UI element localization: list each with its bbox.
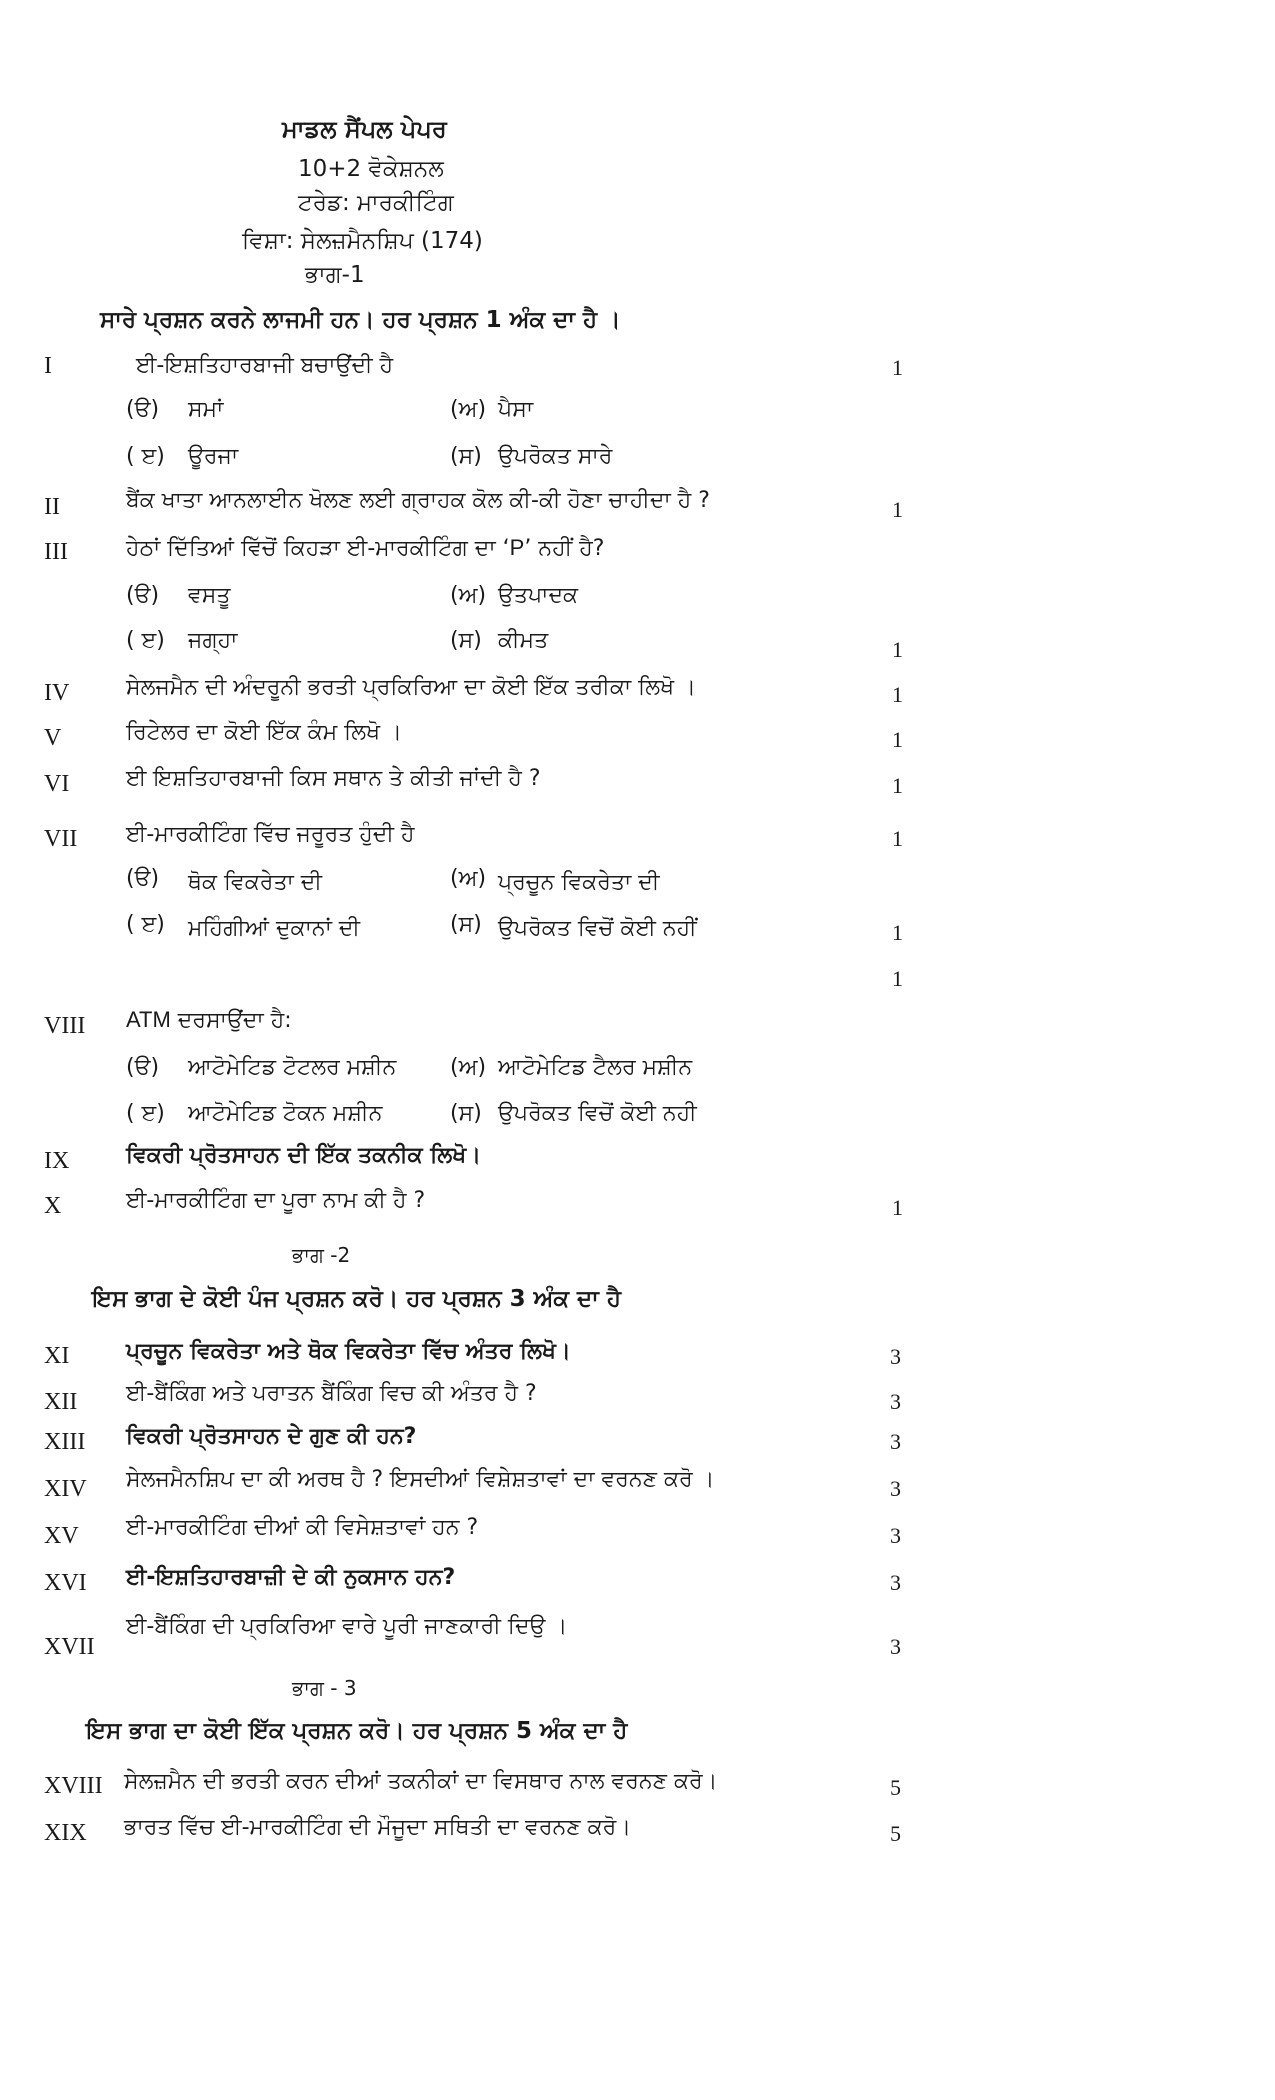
question-marks: 1	[892, 966, 903, 991]
option-text: ਕੀਮਤ	[498, 628, 549, 653]
question-text: ਭਾਰਤ ਵਿੱਚ ਈ-ਮਾਰਕੀਟਿੰਗ ਦੀ ਮੌਜੂਦਾ ਸਥਿਤੀ ਦਾ ਵਰਨਣ ਕਰੋ।	[124, 1815, 632, 1840]
question-number: XV	[44, 1523, 79, 1549]
question-number: XVI	[44, 1570, 87, 1596]
part-3-label: ਭਾਗ - 3	[292, 1676, 357, 1700]
part-1-instruction: ਸਾਰੇ ਪ੍ਰਸ਼ਨ ਕਰਨੇ ਲਾਜਮੀ ਹਨ। ਹਰ ਪ੍ਰਸ਼ਨ 1 ਅੰਕ ਦਾ ਹੈ ।	[100, 307, 621, 333]
question-number: IV	[44, 680, 70, 706]
part-2-instruction: ਇਸ ਭਾਗ ਦੇ ਕੋਈ ਪੰਜ ਪ੍ਰਸ਼ਨ ਕਰੋ। ਹਰ ਪ੍ਰਸ਼ਨ 3 ਅੰਕ ਦਾ ਹੈ	[92, 1286, 621, 1312]
question-number: VIII	[44, 1013, 86, 1039]
question-marks: 3	[890, 1523, 901, 1548]
part-1-label: ਭਾਗ-1	[305, 262, 365, 288]
question-number: III	[44, 539, 68, 565]
option-key: (ਸ)	[450, 444, 482, 469]
option-key: (ਅ)	[450, 1055, 487, 1080]
option-key: (ੳ)	[126, 866, 160, 891]
option-text: ਆਟੋਮੇਟਿਡ ਟੈਲਰ ਮਸ਼ੀਨ	[498, 1055, 693, 1080]
question-marks: 1	[892, 497, 903, 522]
question-text-part: ਹੇਠਾਂ ਦਿੱਤਿਆਂ ਵਿੱਚੋਂ ਕਿਹੜਾ ਈ-ਮਾਰਕੀਟਿੰਗ ਦਾ ‘	[126, 536, 510, 561]
paper-title: ਮਾਡਲ ਸੈਂਪਲ ਪੇਪਰ	[282, 115, 447, 143]
question-number: IX	[44, 1148, 70, 1174]
question-text: ਸੇਲਜਮੈਨਸ਼ਿਪ ਦਾ ਕੀ ਅਰਥ ਹੈ ? ਇਸਦੀਆਂ ਵਿਸ਼ੇਸ਼ਤਾਵਾਂ ਦਾ ਵਰਨਣ ਕਰੋ ।	[126, 1467, 715, 1492]
option-text: ਥੋਕ ਵਿਕਰੇਤਾ ਦੀ	[188, 870, 322, 895]
question-marks: 5	[890, 1821, 901, 1846]
question-text-part: ATM	[126, 1007, 171, 1032]
option-key: (ਅ)	[450, 397, 487, 422]
question-marks: 3	[890, 1476, 901, 1501]
option-text: ਆਟੋਮੇਟਿਡ ਟੋਟਲਰ ਮਸ਼ੀਨ	[188, 1055, 397, 1080]
question-text: ਸੇਲਜਮੈਨ ਦੀ ਅੰਦਰੂਨੀ ਭਰਤੀ ਪ੍ਰਕਿਰਿਆ ਦਾ ਕੋਈ ਇੱਕ ਤਰੀਕਾ ਲਿਖੋ ।	[126, 675, 696, 700]
question-marks: 1	[892, 682, 903, 707]
question-number: XIV	[44, 1476, 87, 1502]
question-number: XVII	[44, 1634, 95, 1660]
question-marks: 3	[890, 1570, 901, 1595]
question-text: ਈ ਇਸ਼ਤਿਹਾਰਬਾਜੀ ਕਿਸ ਸਥਾਨ ਤੇ ਕੀਤੀ ਜਾਂਦੀ ਹੈ ?	[126, 766, 541, 791]
option-text: ਉਪਰੋਕਤ ਸਾਰੇ	[498, 444, 613, 469]
question-marks: 1	[892, 637, 903, 662]
option-text: ਮਹਿੰਗੀਆਂ ਦੁਕਾਨਾਂ ਦੀ	[188, 916, 361, 941]
question-text	[126, 535, 604, 561]
option-text: ਉਤਪਾਦਕ	[498, 583, 579, 608]
option-key: (ੳ)	[126, 1055, 160, 1080]
question-number: XIX	[44, 1820, 87, 1846]
course-line: 10+2 ਵੋਕੇਸ਼ਨਲ	[298, 156, 444, 182]
option-key: ( ੲ)	[126, 444, 165, 469]
question-marks: 1	[892, 727, 903, 752]
question-number: II	[44, 494, 60, 520]
question-text: ਈ-ਬੈਂਕਿੰਗ ਅਤੇ ਪਰਾਤਨ ਬੈਂਕਿੰਗ ਵਿਚ ਕੀ ਅੰਤਰ ਹੈ ?	[126, 1381, 537, 1406]
option-key: (ਅ)	[450, 583, 487, 608]
option-key: (ੳ)	[126, 397, 160, 422]
question-number: VII	[44, 826, 78, 852]
option-key: (ਸ)	[450, 912, 482, 937]
part-2-label: ਭਾਗ -2	[292, 1243, 351, 1267]
option-key: ( ੲ)	[126, 912, 165, 937]
option-key: (ਸ)	[450, 1101, 482, 1126]
question-text: ਈ-ਇਸ਼ਤਿਹਾਰਬਾਜ਼ੀ ਦੇ ਕੀ ਨੁਕਸਾਨ ਹਨ?	[126, 1565, 456, 1590]
question-marks: 3	[890, 1344, 901, 1369]
question-marks: 3	[890, 1634, 901, 1659]
question-marks: 5	[890, 1775, 901, 1800]
part-3-instruction: ਇਸ ਭਾਗ ਦਾ ਕੋਈ ਇੱਕ ਪ੍ਰਸ਼ਨ ਕਰੋ। ਹਰ ਪ੍ਰਸ਼ਨ 5 ਅੰਕ ਦਾ ਹੈ	[86, 1718, 628, 1744]
question-number: I	[44, 353, 52, 379]
question-marks: 1	[892, 355, 903, 380]
option-text: ਆਟੋਮੇਟਿਡ ਟੋਕਨ ਮਸ਼ੀਨ	[188, 1101, 383, 1126]
option-text: ਪੈਸਾ	[498, 397, 534, 422]
question-marks: 1	[892, 826, 903, 851]
question-marks: 1	[892, 920, 903, 945]
question-number: XII	[44, 1389, 78, 1415]
option-key: ( ੲ)	[126, 628, 165, 653]
question-number: XI	[44, 1343, 70, 1369]
option-text: ਉਪਰੋਕਤ ਵਿਚੋਂ ਕੋਈ ਨਹੀ	[498, 1101, 697, 1126]
option-key: (ਸ)	[450, 628, 482, 653]
option-text: ਸਮਾਂ	[188, 397, 224, 422]
question-text-part: P	[509, 535, 525, 560]
question-marks: 1	[892, 773, 903, 798]
question-text: ਬੈਂਕ ਖਾਤਾ ਆਨਲਾਈਨ ਖੋਲਣ ਲਈ ਗ੍ਰਾਹਕ ਕੋਲ ਕੀ-ਕੀ ਹੋਣਾ ਚਾਹੀਦਾ ਹੈ ?	[126, 488, 710, 513]
question-text: ਸੇਲਜ਼ਮੈਨ ਦੀ ਭਰਤੀ ਕਰਨ ਦੀਆਂ ਤਕਨੀਕਾਂ ਦਾ ਵਿਸਥਾਰ ਨਾਲ ਵਰਨਣ ਕਰੋ।	[124, 1769, 718, 1794]
question-marks: 3	[890, 1389, 901, 1414]
option-text: ਊਰਜਾ	[188, 444, 239, 469]
question-number: V	[44, 725, 62, 751]
option-text: ਪ੍ਰਚੂਨ ਵਿਕਰੇਤਾ ਦੀ	[498, 870, 660, 895]
option-text: ਵਸਤੂ	[188, 583, 231, 608]
option-text: ਜਗ੍ਹਾ	[188, 628, 238, 653]
question-text: ਵਿਕਰੀ ਪ੍ਰੋਤਸਾਹਨ ਦੀ ਇੱਕ ਤਕਨੀਕ ਲਿਖੋ।	[126, 1143, 482, 1168]
trade-line: ਟਰੇਡ: ਮਾਰਕੀਟਿੰਗ	[298, 190, 454, 216]
question-text-part: ਦਰਸਾਉਂਦਾ ਹੈ:	[170, 1008, 292, 1033]
question-text: ਰਿਟੇਲਰ ਦਾ ਕੋਈ ਇੱਕ ਕੰਮ ਲਿਖੋ ।	[126, 720, 402, 745]
question-text: ਈ-ਬੈਂਕਿੰਗ ਦੀ ਪ੍ਰਕਿਰਿਆ ਵਾਰੇ ਪੂਰੀ ਜਾਣਕਾਰੀ ਦਿਉ ।	[126, 1614, 568, 1639]
subject-line: ਵਿਸ਼ਾ: ਸੇਲਜ਼ਮੈਨਸ਼ਿਪ (174)	[242, 228, 483, 254]
question-text-part: ’ ਨਹੀਂ ਹੈ?	[524, 536, 605, 561]
question-marks: 3	[890, 1429, 901, 1454]
option-key: (ਅ)	[450, 866, 487, 891]
question-text: ਈ-ਇਸ਼ਤਿਹਾਰਬਾਜੀ ਬਚਾਉਂਦੀ ਹੈ	[136, 353, 394, 378]
question-number: XVIII	[44, 1773, 103, 1799]
option-key: ( ੲ)	[126, 1101, 165, 1126]
question-text: ਈ-ਮਾਰਕੀਟਿੰਗ ਵਿੱਚ ਜਰੂਰਤ ਹੁੰਦੀ ਹੈ	[126, 822, 415, 847]
question-text	[126, 1007, 292, 1033]
question-number: VI	[44, 771, 70, 797]
option-text: ਉਪਰੋਕਤ ਵਿਚੋਂ ਕੋਈ ਨਹੀਂ	[498, 916, 697, 941]
question-number: XIII	[44, 1429, 86, 1455]
question-text: ਵਿਕਰੀ ਪ੍ਰੋਤਸਾਹਨ ਦੇ ਗੁਣ ਕੀ ਹਨ?	[126, 1424, 417, 1449]
question-number: X	[44, 1193, 62, 1219]
option-key: (ੳ)	[126, 583, 160, 608]
question-marks: 1	[892, 1195, 903, 1220]
question-text: ਪ੍ਰਚੂਨ ਵਿਕਰੇਤਾ ਅਤੇ ਥੋਕ ਵਿਕਰੇਤਾ ਵਿੱਚ ਅੰਤਰ ਲਿਖੋ।	[126, 1339, 571, 1364]
question-text: ਈ-ਮਾਰਕੀਟਿੰਗ ਦੀਆਂ ਕੀ ਵਿਸੇਸ਼ਤਾਵਾਂ ਹਨ ?	[126, 1515, 479, 1540]
question-text: ਈ-ਮਾਰਕੀਟਿੰਗ ਦਾ ਪੂਰਾ ਨਾਮ ਕੀ ਹੈ ?	[126, 1188, 426, 1213]
